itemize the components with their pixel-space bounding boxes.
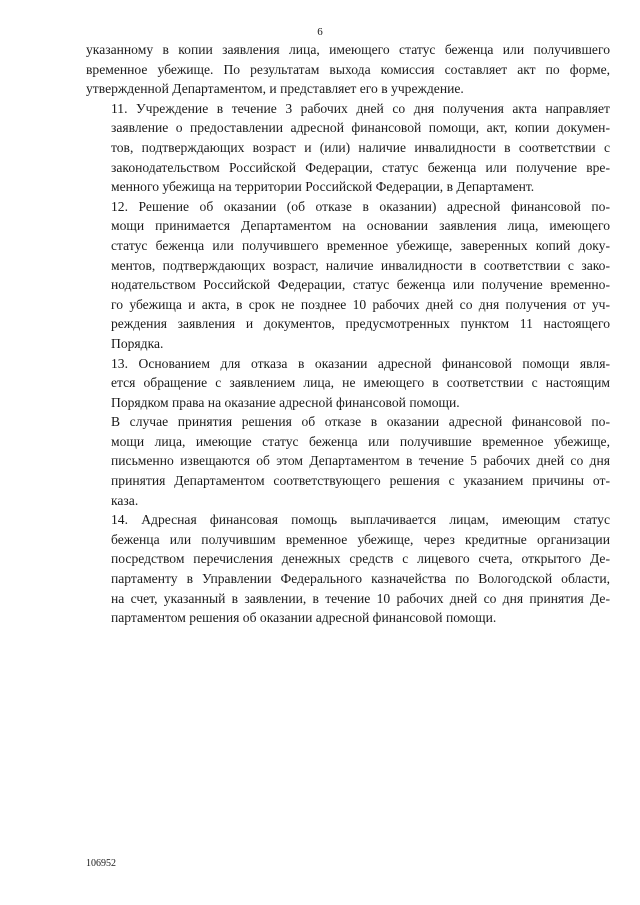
page-number: 6 [317,26,323,38]
paragraph-item-13-refusal [86,412,610,510]
text-line: го убежища и акта, в срок не позднее 10 рабочих дней со дня получения от уч- [111,296,610,312]
paragraph-item-11 [86,99,610,197]
text-line: утвержденной Департаментом, и представляет его в учреждение. [86,81,464,97]
text-line: законодательством Российской Федерации, статус беженца или получение вре- [111,159,610,175]
text-line: на счет, указанный в заявлении, в течение 10 рабочих дней со дня принятия Де- [111,590,610,606]
text-line: Порядка. [111,335,164,351]
text-line: 12. Решение об оказании (об отказе в оказании) адресной финансовой по- [111,198,610,214]
text-line: заявление о предоставлении адресной финансовой помощи, акт, копии докумен- [111,120,610,136]
text-line: каза. [111,492,139,508]
paragraph-item-12 [86,197,610,354]
document-code: 106952 [86,858,116,869]
text-line: письменно извещаются об этом Департаментом в течение 5 рабочих дней со дня [111,453,610,469]
text-line: принятия Департаментом соответствующего решения с указанием причины от- [111,473,610,489]
text-line: статус беженца или получившего временное убежище, заверенных копий доку- [111,237,610,253]
text-line: посредством перечисления денежных средств с лицевого счета, открытого Де- [111,551,610,567]
text-line: реждения заявления и документов, предусмотренных пунктом 11 настоящего [111,316,610,332]
text-line: тов, подтверждающих возраст и (или) наличие инвалидности в соответствии с [111,139,610,155]
text-line: мощи принимается Департаментом на основании заявления лица, имеющего [111,218,610,234]
text-line: 13. Основанием для отказа в оказании адресной финансовой помощи явля- [111,355,610,371]
text-line: беженца или получившим временное убежище, через кредитные организации [111,531,610,547]
text-line: партаментом решения об оказании адресной финансовой помощи. [111,610,497,626]
text-line: В случае принятия решения об отказе в оказании адресной финансовой по- [111,414,610,430]
paragraph-item-14 [86,510,610,628]
text-line: менного убежища на территории Российской Федерации, в Департамент. [111,179,535,195]
text-line: Порядком права на оказание адресной финансовой помощи. [111,394,460,410]
document-body [86,40,610,628]
paragraph-continuation [86,40,610,99]
paragraph-item-13 [86,354,610,413]
text-line: временное убежище. По результатам выхода комиссия составляет акт по форме, [86,61,610,77]
text-line: ется обращение с заявлением лица, не имеющего в соответствии с настоящим [111,375,610,391]
text-line: 11. Учреждение в течение 3 рабочих дней со дня получения акта направляет [111,100,610,116]
text-line: 14. Адресная финансовая помощь выплачивается лицам, имеющим статус [111,512,610,528]
text-line: ментов, подтверждающих возраст, наличие инвалидности в соответствии с зако- [111,257,610,273]
text-line: партаменту в Управлении Федерального казначейства по Вологодской области, [111,571,610,587]
text-line: нодательством Российской Федерации, статус беженца или получение временно- [111,277,610,293]
text-line: указанному в копии заявления лица, имеющего статус беженца или получившего [86,42,610,57]
text-line: мощи лица, имеющие статус беженца или получившие временное убежище, [111,433,610,449]
